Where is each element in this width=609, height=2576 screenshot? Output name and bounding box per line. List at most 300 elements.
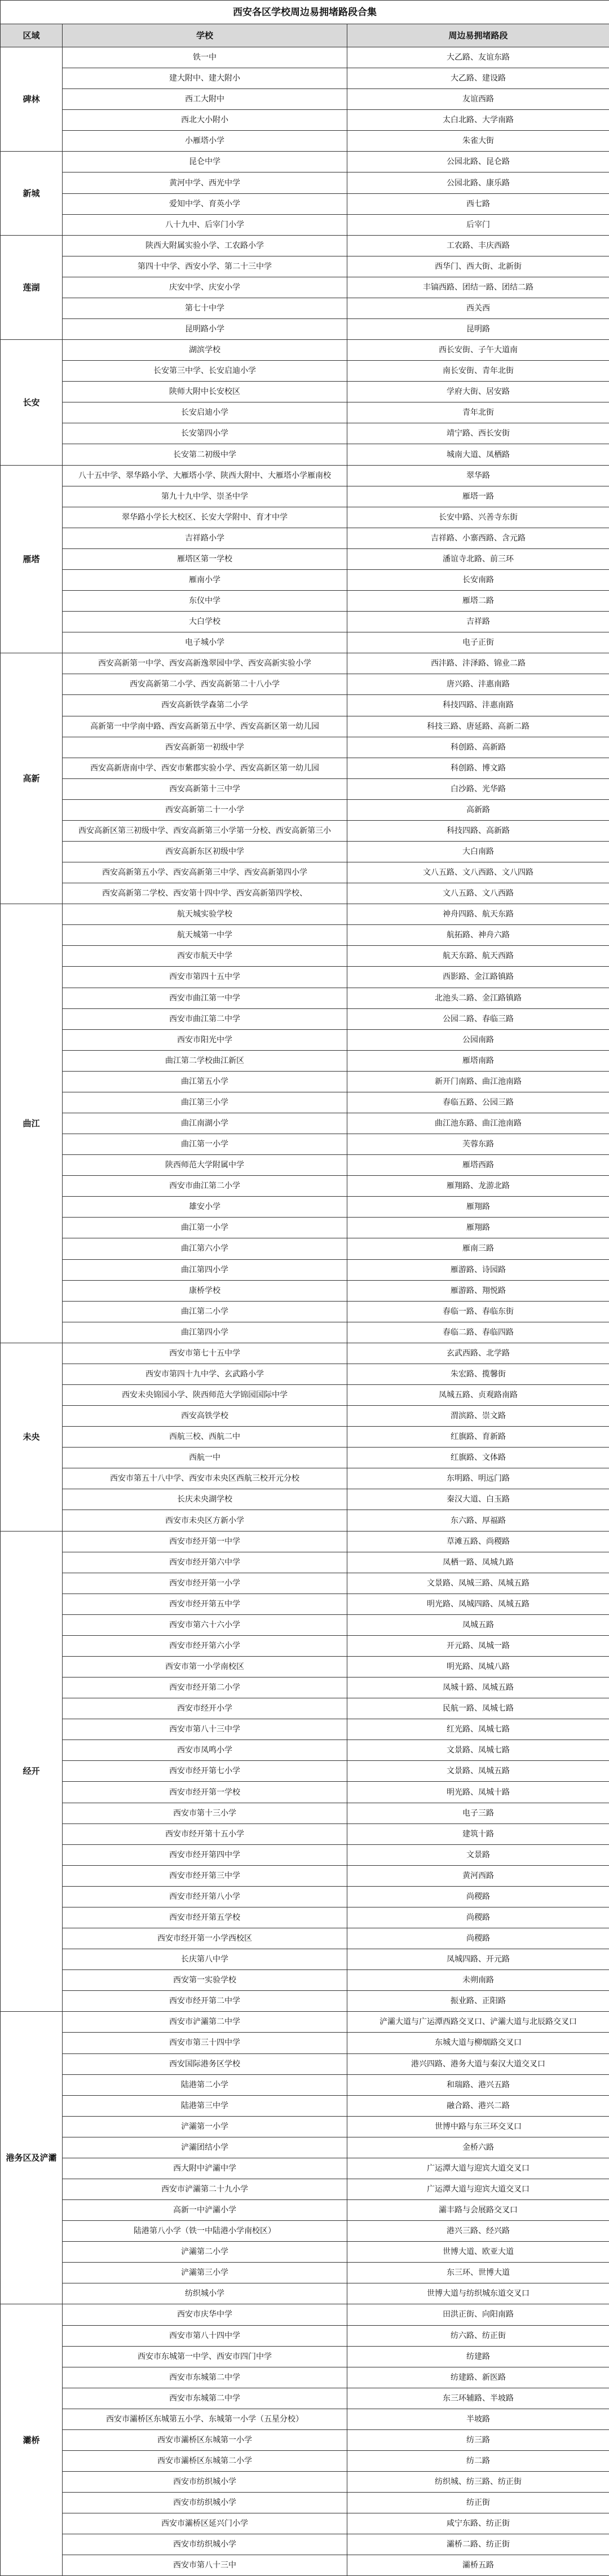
road-cell: 半坡路 (347, 2409, 609, 2429)
road-cell: 太白北路、大学南路 (347, 110, 609, 131)
table-row (1, 2534, 609, 2555)
road-cell: 长安中路、兴善寺东街 (347, 507, 609, 528)
school-cell: 长庆第八中学 (63, 1949, 347, 1970)
school-cell: 陕师大附中长安校区 (63, 382, 347, 402)
school-cell: 西安市第四十五中学 (63, 967, 347, 988)
table-row (1, 1740, 609, 1761)
table-row (1, 214, 609, 235)
region-cell: 雁塔 (1, 465, 63, 653)
school-cell: 西安市经开第一小学 (63, 1573, 347, 1594)
school-cell: 西安市纺织城小学 (63, 2472, 347, 2493)
school-cell: 西安市经开第四中学 (63, 1844, 347, 1865)
table-row (1, 1865, 609, 1886)
road-cell: 翠华路 (347, 465, 609, 486)
table-row (1, 2429, 609, 2450)
road-cell: 东六路、厚福路 (347, 1510, 609, 1531)
table-row (1, 402, 609, 423)
table-row (1, 2513, 609, 2534)
school-cell: 西安国际港务区学校 (63, 2053, 347, 2074)
table-row (1, 1907, 609, 1928)
school-cell: 航天城实验学校 (63, 904, 347, 925)
table-row (1, 47, 609, 68)
road-cell: 科技三路、唐延路、高新二路 (347, 716, 609, 737)
road-cell: 雁塔一路 (347, 486, 609, 507)
table-row (1, 1364, 609, 1384)
table-row (1, 1698, 609, 1719)
road-cell: 渭滨路、崇文路 (347, 1406, 609, 1427)
school-cell: 小雁塔小学 (63, 131, 347, 152)
road-cell: 西华门、西大街、北新街 (347, 256, 609, 277)
road-cell: 航拓路、神舟六路 (347, 925, 609, 946)
table-row (1, 1050, 609, 1071)
road-cell: 大乙路、建设路 (347, 68, 609, 89)
table-row (1, 1489, 609, 1510)
road-cell: 雁游路、诗园路 (347, 1259, 609, 1280)
road-cell: 白沙路、光华路 (347, 778, 609, 799)
road-cell: 雁塔西路 (347, 1155, 609, 1176)
road-cell: 文景路、凤城七路 (347, 1740, 609, 1761)
table-row (1, 235, 609, 256)
road-cell: 纺三路 (347, 2429, 609, 2450)
school-cell: 西安市经开第一小学西校区 (63, 1928, 347, 1949)
school-cell: 西安市经开第十五小学 (63, 1823, 347, 1844)
road-cell: 凤城十路、凤城五路 (347, 1678, 609, 1698)
school-cell: 曲江第一小学 (63, 1134, 347, 1155)
school-cell: 西安市经开第一中学 (63, 1531, 347, 1552)
table-row (1, 1343, 609, 1364)
road-cell: 纺建路 (347, 2346, 609, 2367)
table-row (1, 1803, 609, 1823)
road-cell: 航天东路、航天西路 (347, 946, 609, 967)
table-row (1, 193, 609, 214)
school-cell: 西安高新第十三中学 (63, 778, 347, 799)
road-cell: 纺正街 (347, 2493, 609, 2513)
header-region: 区域 (1, 24, 63, 47)
table-row (1, 2033, 609, 2053)
table-row (1, 1657, 609, 1678)
school-cell: 陕西师范大学附属中学 (63, 1155, 347, 1176)
school-cell: 西安市经开第八小学 (63, 1886, 347, 1907)
road-cell: 雁翔路、龙游北路 (347, 1176, 609, 1197)
school-cell: 西安市经开第六中学 (63, 1552, 347, 1573)
road-cell: 青年北街 (347, 402, 609, 423)
road-cell: 雁游路、翔悦路 (347, 1280, 609, 1301)
table-row (1, 423, 609, 444)
table-row (1, 2304, 609, 2325)
table-row (1, 1385, 609, 1406)
road-cell: 世博中路与东三环交叉口 (347, 2116, 609, 2137)
school-cell: 西安市经开第五中学 (63, 1594, 347, 1614)
road-cell: 芙蓉东路 (347, 1134, 609, 1155)
table-row (1, 1991, 609, 2012)
table-row (1, 632, 609, 653)
table-row (1, 152, 609, 172)
school-cell: 曲江第二小学 (63, 1301, 347, 1322)
school-cell: 西安高新第二小学、西安高新第二十八小学 (63, 674, 347, 695)
table-row (1, 716, 609, 737)
table-row (1, 1406, 609, 1427)
table-row (1, 1134, 609, 1155)
school-cell: 西安市经开第二中学 (63, 1991, 347, 2012)
table-row (1, 1218, 609, 1238)
road-cell: 雁塔二路 (347, 591, 609, 612)
road-cell: 南长安街、青年北街 (347, 361, 609, 382)
school-cell: 第九十九中学、崇圣中学 (63, 486, 347, 507)
road-cell: 文景路、凤城三路、凤城五路 (347, 1573, 609, 1594)
road-cell: 东城大道与柳烟路交叉口 (347, 2033, 609, 2053)
school-cell: 西安市航天中学 (63, 946, 347, 967)
road-cell: 科技四路、高新路 (347, 820, 609, 841)
table-row (1, 653, 609, 674)
road-cell: 春临五路、公园三路 (347, 1092, 609, 1113)
region-cell: 未央 (1, 1343, 63, 1531)
school-cell: 长庆未央湖学校 (63, 1489, 347, 1510)
school-cell: 曲江第三小学 (63, 1092, 347, 1113)
school-cell: 西安市浐灞第二中学 (63, 2012, 347, 2033)
school-cell: 西安高新第二十一小学 (63, 799, 347, 820)
school-cell: 八十五中学、翠华路小学、大雁塔小学、陕西大附中、大雁塔小学雁南校 (63, 465, 347, 486)
table-row (1, 1427, 609, 1448)
table-row (1, 1280, 609, 1301)
school-cell: 翠华路小学长大校区、长安大学附中、育才中学 (63, 507, 347, 528)
road-cell: 学府大街、居安路 (347, 382, 609, 402)
road-cell: 公园二路、春临三路 (347, 1008, 609, 1029)
school-cell: 陕西大附属实验小学、工农路小学 (63, 235, 347, 256)
table-row (1, 2283, 609, 2304)
table-row (1, 2263, 609, 2283)
road-cell: 雁塔南路 (347, 1050, 609, 1071)
road-cell: 西影路、金江路镇路 (347, 967, 609, 988)
road-cell: 文景路、凤城五路 (347, 1761, 609, 1782)
road-cell: 田洪正街、向阳南路 (347, 2304, 609, 2325)
table-row (1, 778, 609, 799)
table-row (1, 2472, 609, 2493)
table-row (1, 1531, 609, 1552)
school-cell: 西安高新铁学森第二小学 (63, 695, 347, 716)
school-cell: 西安市灞桥区延兴门小学 (63, 2513, 347, 2534)
school-cell: 浐灞第二小学 (63, 2242, 347, 2263)
table-row (1, 1468, 609, 1489)
road-cell: 金桥六路 (347, 2137, 609, 2158)
school-cell: 西安高新第一中学、西安高新逸翠园中学、西安高新实验小学 (63, 653, 347, 674)
school-cell: 浐灞第一小学 (63, 2116, 347, 2137)
road-cell: 融合路、港兴二路 (347, 2095, 609, 2116)
table-row (1, 2325, 609, 2346)
road-cell: 西七路 (347, 193, 609, 214)
region-cell: 高新 (1, 653, 63, 904)
school-cell: 西安市东城第二中学 (63, 2367, 347, 2388)
road-cell: 黄河西路 (347, 1865, 609, 1886)
table-row (1, 904, 609, 925)
school-cell: 西安市曲江第二中学 (63, 1008, 347, 1029)
region-cell: 新城 (1, 152, 63, 235)
table-row (1, 1823, 609, 1844)
school-cell: 西北大小附小 (63, 110, 347, 131)
school-cell: 雁南小学 (63, 569, 347, 590)
road-cell: 神舟四路、航天东路 (347, 904, 609, 925)
road-cell: 科创路、高新路 (347, 737, 609, 758)
school-cell: 八十九中、后宰门小学 (63, 214, 347, 235)
road-cell: 城南大道、凤栖路 (347, 444, 609, 465)
school-cell: 西安市浐灞第二十九小学 (63, 2179, 347, 2199)
table-row (1, 1573, 609, 1594)
road-cell: 公园北路、昆仑路 (347, 152, 609, 172)
school-cell: 西安市第一小学南校区 (63, 1657, 347, 1678)
table-row (1, 1029, 609, 1050)
road-cell: 尚稷路 (347, 1907, 609, 1928)
table-row (1, 1949, 609, 1970)
table-row (1, 1510, 609, 1531)
school-cell: 西安高新区第三初级中学、西安高新第三小学第一分校、西安高新第三小 (63, 820, 347, 841)
table-row (1, 946, 609, 967)
region-cell: 长安 (1, 340, 63, 465)
school-cell: 陆港第二小学 (63, 2074, 347, 2095)
table-row (1, 1197, 609, 1218)
school-cell: 曲江第一小学 (63, 1218, 347, 1238)
road-cell: 红旗路、育新路 (347, 1427, 609, 1448)
school-cell: 雁塔区第一学校 (63, 548, 347, 569)
region-cell: 灞桥 (1, 2304, 63, 2576)
table-body (1, 47, 609, 2576)
road-cell: 雁翔路 (347, 1218, 609, 1238)
school-cell: 长安第二初级中学 (63, 444, 347, 465)
table-row (1, 2450, 609, 2471)
school-cell: 西安高新第五小学、西安高新第三中学、西安高新第四小学 (63, 862, 347, 883)
table-row (1, 2367, 609, 2388)
school-cell: 西安市东城第一中学、西安市四门中学 (63, 2346, 347, 2367)
school-cell: 西安市第八十四中学 (63, 2325, 347, 2346)
road-cell: 东三环辅路、半坡路 (347, 2388, 609, 2409)
road-cell: 靖宁路、西长安街 (347, 423, 609, 444)
road-cell: 浐灞大道与广运潭西路交叉口、浐灞大道与北辰路交叉口 (347, 2012, 609, 2033)
table-row (1, 319, 609, 340)
table-row (1, 110, 609, 131)
school-cell: 西安未央锦园小学、陕西师范大学锦园国际中学 (63, 1385, 347, 1406)
school-cell: 西安市经开第二小学 (63, 1678, 347, 1698)
road-cell: 明光路、凤城八路 (347, 1657, 609, 1678)
table-row (1, 799, 609, 820)
school-cell: 西安市第三十四中学 (63, 2033, 347, 2053)
school-cell: 西安市灞桥区东城第五小学、东城第一小学（五星分校） (63, 2409, 347, 2429)
school-cell: 长安启迪小学 (63, 402, 347, 423)
road-cell: 世博大道、欧亚大道 (347, 2242, 609, 2263)
road-cell: 唐兴路、沣惠南路 (347, 674, 609, 695)
school-cell: 西安市第六十六小学 (63, 1614, 347, 1635)
road-cell: 潘谊寺北路、前三环 (347, 548, 609, 569)
road-cell: 春临一路、春临东街 (347, 1301, 609, 1322)
road-cell: 纺六路、纺正街 (347, 2325, 609, 2346)
road-cell: 朱宏路、揽馨街 (347, 1364, 609, 1384)
road-cell: 公园北路、康乐路 (347, 172, 609, 193)
table-row (1, 1448, 609, 1468)
school-cell: 西安市经开第五学校 (63, 1907, 347, 1928)
table-row (1, 1552, 609, 1573)
road-cell: 草滩五路、尚稷路 (347, 1531, 609, 1552)
school-cell: 长安第三中学、长安启迪小学 (63, 361, 347, 382)
table-row (1, 1782, 609, 1803)
table-row (1, 507, 609, 528)
road-cell: 大乙路、友谊东路 (347, 47, 609, 68)
school-cell: 高新一中浐灞小学 (63, 2200, 347, 2221)
school-cell: 大白学校 (63, 612, 347, 632)
road-cell: 西长安街、子午大道南 (347, 340, 609, 361)
road-cell: 文八五路、文八西路 (347, 883, 609, 904)
school-cell: 西工大附中 (63, 89, 347, 110)
road-cell: 文八五路、文八西路、文八四路 (347, 862, 609, 883)
table-row (1, 1614, 609, 1635)
table-row (1, 131, 609, 152)
road-cell: 纺织城、纺三路、纺正街 (347, 2472, 609, 2493)
school-cell: 庆安中学、庆安小学 (63, 277, 347, 298)
road-cell: 纺二路 (347, 2450, 609, 2471)
road-cell: 高新路 (347, 799, 609, 820)
school-cell: 浐灞团结小学 (63, 2137, 347, 2158)
road-cell: 凤城五路、贞观路南路 (347, 1385, 609, 1406)
school-cell: 西安市经开第一学校 (63, 1782, 347, 1803)
table-row (1, 2200, 609, 2221)
table-row (1, 674, 609, 695)
table-row (1, 1844, 609, 1865)
school-cell: 雄安小学 (63, 1197, 347, 1218)
region-cell: 莲湖 (1, 235, 63, 339)
table-row (1, 172, 609, 193)
road-cell: 红旗路、文体路 (347, 1448, 609, 1468)
school-cell: 第四十中学、西安小学、第二十三中学 (63, 256, 347, 277)
school-cell: 西安市凤鸣小学 (63, 1740, 347, 1761)
school-cell: 建大附中、建大附小 (63, 68, 347, 89)
school-cell: 西安市第八十三中学 (63, 1719, 347, 1740)
school-cell: 浐灞第三小学 (63, 2263, 347, 2283)
header-school: 学校 (63, 24, 347, 47)
table-row (1, 444, 609, 465)
school-cell: 西安市曲江第二小学 (63, 1176, 347, 1197)
table-row (1, 612, 609, 632)
table-row (1, 1322, 609, 1343)
table-row (1, 1886, 609, 1907)
road-cell: 东明路、明远门路 (347, 1468, 609, 1489)
road-cell: 工农路、丰庆西路 (347, 235, 609, 256)
region-cell: 经开 (1, 1531, 63, 2012)
table-row (1, 1761, 609, 1782)
table-row (1, 486, 609, 507)
road-cell: 凤栖一路、凤城九路 (347, 1552, 609, 1573)
table-row (1, 758, 609, 778)
road-cell: 公园南路 (347, 1029, 609, 1050)
table-row (1, 2095, 609, 2116)
school-cell: 康桥学校 (63, 1280, 347, 1301)
road-cell: 西沣路、沣泽路、锦业二路 (347, 653, 609, 674)
school-cell: 铁一中 (63, 47, 347, 68)
table-row (1, 277, 609, 298)
school-cell: 西安市未央区方新小学 (63, 1510, 347, 1531)
road-cell: 开元路、凤城一路 (347, 1635, 609, 1656)
school-cell: 吉祥路小学 (63, 528, 347, 548)
road-cell: 友谊西路 (347, 89, 609, 110)
road-cell: 咸宁东路、纺正街 (347, 2513, 609, 2534)
table-row (1, 298, 609, 318)
region-cell: 碑林 (1, 47, 63, 152)
road-cell: 灞桥五路 (347, 2555, 609, 2576)
school-cell: 西安市第四十九中学、玄武路小学 (63, 1364, 347, 1384)
road-cell: 曲江池东路、曲江池南路 (347, 1113, 609, 1134)
school-cell: 长安第四小学 (63, 423, 347, 444)
school-cell: 曲江南湖小学 (63, 1113, 347, 1134)
table-row (1, 1238, 609, 1259)
table-row (1, 89, 609, 110)
school-cell: 西安高新唐南中学、西安市紫郡实验小学、西安高新区第一幼儿园 (63, 758, 347, 778)
school-cell: 电子城小学 (63, 632, 347, 653)
school-cell: 西安市第八十三中 (63, 2555, 347, 2576)
school-cell: 西安市灞桥区东城第一小学 (63, 2429, 347, 2450)
road-cell: 凤城四路、开元路 (347, 1949, 609, 1970)
road-cell: 尚稷路 (347, 1928, 609, 1949)
table-row (1, 883, 609, 904)
road-cell: 港兴三路、经兴路 (347, 2221, 609, 2242)
road-cell: 昆明路 (347, 319, 609, 340)
table-row (1, 737, 609, 758)
school-cell: 曲江第四小学 (63, 1259, 347, 1280)
school-cell: 西安市曲江第一中学 (63, 988, 347, 1008)
table-row (1, 1635, 609, 1656)
table-row (1, 2242, 609, 2263)
table-row (1, 1594, 609, 1614)
school-cell: 西安市经开第七小学 (63, 1761, 347, 1782)
road-cell: 后宰门 (347, 214, 609, 235)
road-cell: 灞桥二路、纺正街 (347, 2534, 609, 2555)
road-cell: 尚稷路 (347, 1886, 609, 1907)
table-row (1, 967, 609, 988)
table-row (1, 2409, 609, 2429)
road-cell: 民航一路、凤城七路 (347, 1698, 609, 1719)
road-cell: 东三环、世博大道 (347, 2263, 609, 2283)
table-row (1, 1301, 609, 1322)
road-cell: 红光路、凤城七路 (347, 1719, 609, 1740)
table-row (1, 1176, 609, 1197)
table-row (1, 2053, 609, 2074)
school-cell: 西安市庆华中学 (63, 2304, 347, 2325)
school-cell: 西安市第十三小学 (63, 1803, 347, 1823)
table-row (1, 2388, 609, 2409)
table-row (1, 695, 609, 716)
table-row (1, 988, 609, 1008)
road-cell: 明光路、凤城四路、凤城五路 (347, 1594, 609, 1614)
school-cell: 西安市经开小学 (63, 1698, 347, 1719)
road-cell: 广运潭大道与迎宾大道交叉口 (347, 2158, 609, 2179)
school-cell: 陆港第八小学（铁一中陆港小学南校区） (63, 2221, 347, 2242)
school-cell: 昆仑中学 (63, 152, 347, 172)
road-cell: 港兴四路、港务大道与秦汉大道交叉口 (347, 2053, 609, 2074)
school-cell: 西安市经开第三中学 (63, 1865, 347, 1886)
road-cell: 春临二路、春临四路 (347, 1322, 609, 1343)
school-cell: 西安市灞桥区东城第二小学 (63, 2450, 347, 2471)
region-cell: 曲江 (1, 904, 63, 1343)
road-cell: 灞丰路与会展路交叉口 (347, 2200, 609, 2221)
school-cell: 西安市阳光中学 (63, 1029, 347, 1050)
road-cell: 电子正街 (347, 632, 609, 653)
road-cell: 明光路、凤城十路 (347, 1782, 609, 1803)
road-cell: 和瑞路、港兴五路 (347, 2074, 609, 2095)
table-row (1, 841, 609, 862)
school-cell: 湖滨学校 (63, 340, 347, 361)
table-row (1, 2012, 609, 2033)
road-cell: 新开门南路、曲江池南路 (347, 1071, 609, 1092)
road-cell: 文景路 (347, 1844, 609, 1865)
table-row (1, 68, 609, 89)
table-row (1, 1928, 609, 1949)
table-row (1, 925, 609, 946)
school-cell: 西安高新第一初级中学 (63, 737, 347, 758)
table-row (1, 862, 609, 883)
